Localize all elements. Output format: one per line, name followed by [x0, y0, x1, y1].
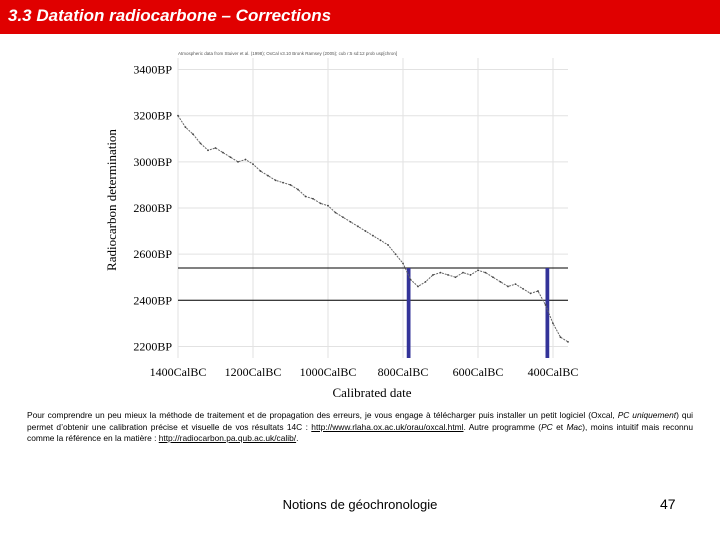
curve-point	[252, 163, 254, 165]
paragraph-text-6: .	[296, 433, 299, 443]
x-tick-label: 1200CalBC	[224, 365, 282, 379]
curve-point	[462, 272, 464, 274]
curve-point	[470, 274, 472, 276]
curve-point	[530, 292, 532, 294]
curve-point	[485, 272, 487, 274]
curve-point	[477, 269, 479, 271]
curve-point	[507, 286, 509, 288]
curve-point	[260, 170, 262, 172]
curve-point	[207, 149, 209, 151]
curve-point	[192, 133, 194, 135]
y-tick-label: 3200BP	[133, 108, 172, 123]
curve-point	[402, 262, 404, 264]
curve-point	[515, 283, 517, 285]
x-tick-label: 400CalBC	[527, 365, 579, 379]
curve-point	[500, 281, 502, 283]
chart-svg	[100, 40, 580, 405]
curve-point	[350, 221, 352, 223]
y-axis-label: Radiocarbon determination	[104, 129, 119, 271]
y-tick-label: 2600BP	[133, 247, 172, 262]
curve-point	[215, 147, 217, 149]
curve-point	[425, 281, 427, 283]
paragraph-italic-1: PC uniquement	[617, 410, 677, 420]
curve-point	[200, 142, 202, 144]
footer-title: Notions de géochronologie	[282, 497, 438, 512]
paragraph-text-3: . Autre programme (	[463, 421, 542, 432]
y-tick-label: 2200BP	[133, 339, 172, 354]
curve-point	[522, 288, 524, 290]
paragraph-italic-3: Mac	[566, 421, 583, 432]
highlight-bar	[407, 268, 411, 358]
y-tick-label: 2800BP	[133, 201, 172, 215]
curve-point	[365, 230, 367, 232]
paragraph-text-1: Pour comprendre un peu mieux la méthode de traitement et de propagation des erreurs, je vous engage à télécharger puis installer un petit logiciel (Oxcal,	[27, 410, 618, 420]
curve-point	[222, 152, 224, 154]
chart-header-note: Atmospheric data from Stuiver et al. (1998); OxCal v3.10 Bronk Ramsey (2005); cub r:5 sd:12 prob usp[chron]	[178, 51, 398, 56]
page-number: 47	[660, 496, 676, 512]
curve-point	[380, 239, 382, 241]
curve-point	[537, 290, 539, 292]
curve-point	[297, 189, 299, 191]
paragraph-text-2: ) qui permet d’obtenir une calibration précise et visuelle de vos résultats 14C :	[27, 410, 694, 432]
curve-point	[432, 274, 434, 276]
curve-point	[275, 179, 277, 181]
curve-point	[417, 286, 419, 288]
highlight-bar	[546, 268, 550, 358]
curve-point	[185, 126, 187, 128]
curve-point	[545, 304, 547, 306]
paragraph-text-5: ), moins intuitif mais reconnu comme la référence en la matière :	[27, 421, 693, 443]
curve-point	[492, 276, 494, 278]
oxcal-link[interactable]: http://www.rlaha.ox.ac.uk/orau/oxcal.html	[311, 421, 464, 432]
curve-point	[552, 322, 554, 324]
slide-title: 3.3 Datation radiocarbone – Corrections	[8, 6, 332, 25]
curve-point	[177, 115, 179, 117]
calib-link[interactable]: http://radiocarbon.pa.qub.ac.uk/calib/	[158, 433, 297, 443]
curve-point	[290, 184, 292, 186]
y-tick-label: 3000BP	[133, 154, 172, 169]
curve-point	[372, 235, 374, 237]
curve-point	[567, 341, 569, 343]
y-tick-label: 3400BP	[133, 62, 172, 77]
x-tick-label: 1000CalBC	[299, 365, 357, 379]
curve-point	[357, 226, 359, 228]
curve-point	[440, 272, 442, 274]
curve-point	[387, 244, 389, 246]
curve-point	[335, 212, 337, 214]
x-tick-label: 800CalBC	[377, 365, 429, 379]
body-paragraph	[27, 410, 693, 445]
curve-point	[237, 161, 239, 163]
x-axis-label: Calibrated date	[332, 385, 412, 400]
paragraph-italic-2: PC	[541, 421, 553, 432]
curve-point	[305, 196, 307, 198]
y-tick-label: 2400BP	[133, 293, 172, 308]
curve-point	[327, 205, 329, 207]
curve-point	[320, 202, 322, 204]
curve-point	[282, 182, 284, 184]
x-tick-label: 600CalBC	[452, 365, 504, 379]
curve-point	[410, 279, 412, 281]
curve-point	[230, 156, 232, 158]
curve-point	[267, 175, 269, 177]
curve-point	[455, 276, 457, 278]
curve-point	[245, 159, 247, 161]
chart-background	[100, 40, 580, 405]
curve-point	[342, 216, 344, 218]
curve-point	[312, 198, 314, 200]
curve-point	[447, 274, 449, 276]
x-tick-label: 1400CalBC	[149, 365, 207, 379]
title-bar	[0, 0, 720, 34]
curve-point	[395, 253, 397, 255]
calibration-chart	[100, 40, 580, 405]
curve-point	[560, 336, 562, 338]
paragraph-text-4: et	[552, 421, 567, 432]
